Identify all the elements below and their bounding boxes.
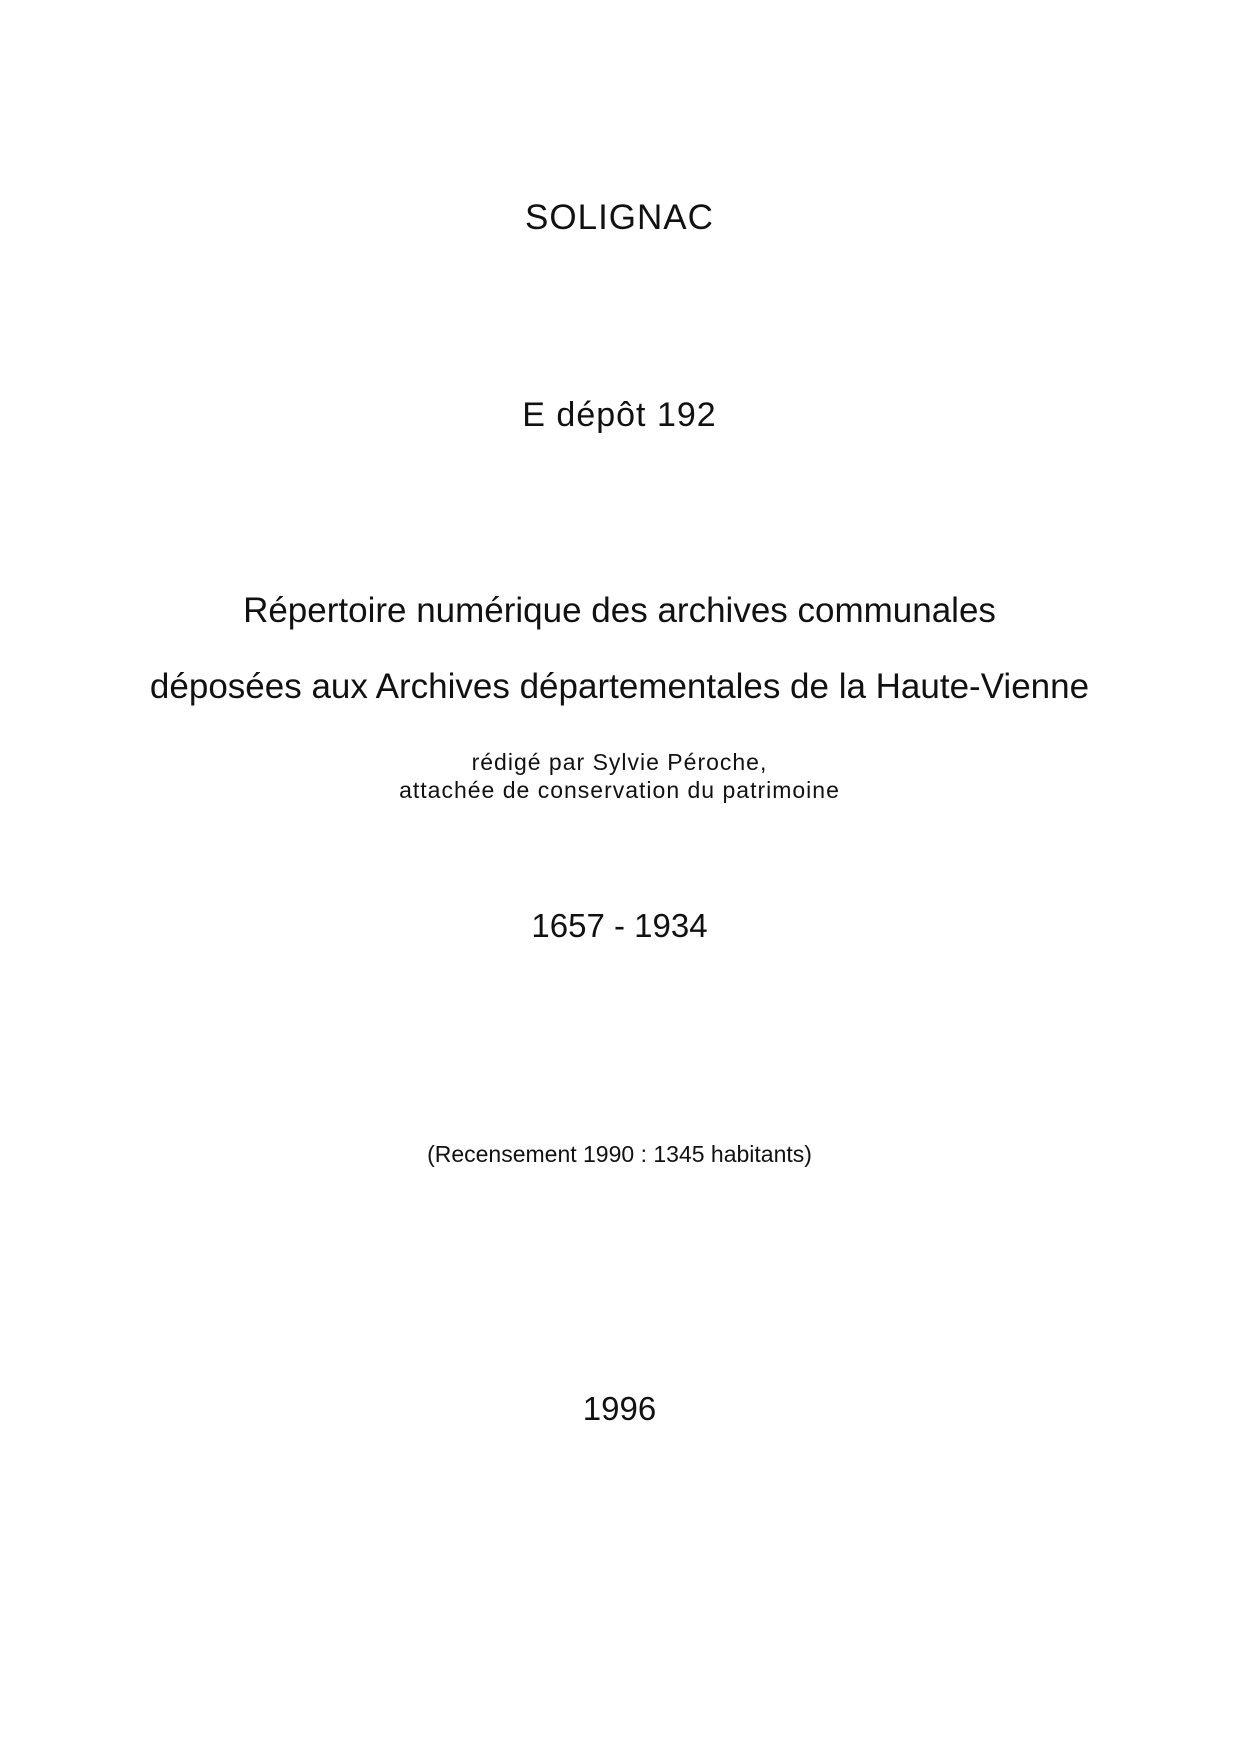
- author-line-1: rédigé par Sylvie Péroche,: [471, 749, 768, 775]
- census-note: (Recensement 1990 : 1345 habitants): [427, 1141, 812, 1167]
- commune-name: SOLIGNAC: [525, 198, 714, 237]
- publication-year: 1996: [582, 1390, 657, 1427]
- archive-reference: E dépôt 192: [522, 396, 717, 434]
- document-title-line-2: déposées aux Archives départementales de la Haute-Vienne: [149, 667, 1090, 706]
- date-range: 1657 - 1934: [531, 907, 708, 944]
- author-line-2: attachée de conservation du patrimoine: [399, 777, 840, 803]
- document-title-line-1: Répertoire numérique des archives communales: [243, 591, 996, 630]
